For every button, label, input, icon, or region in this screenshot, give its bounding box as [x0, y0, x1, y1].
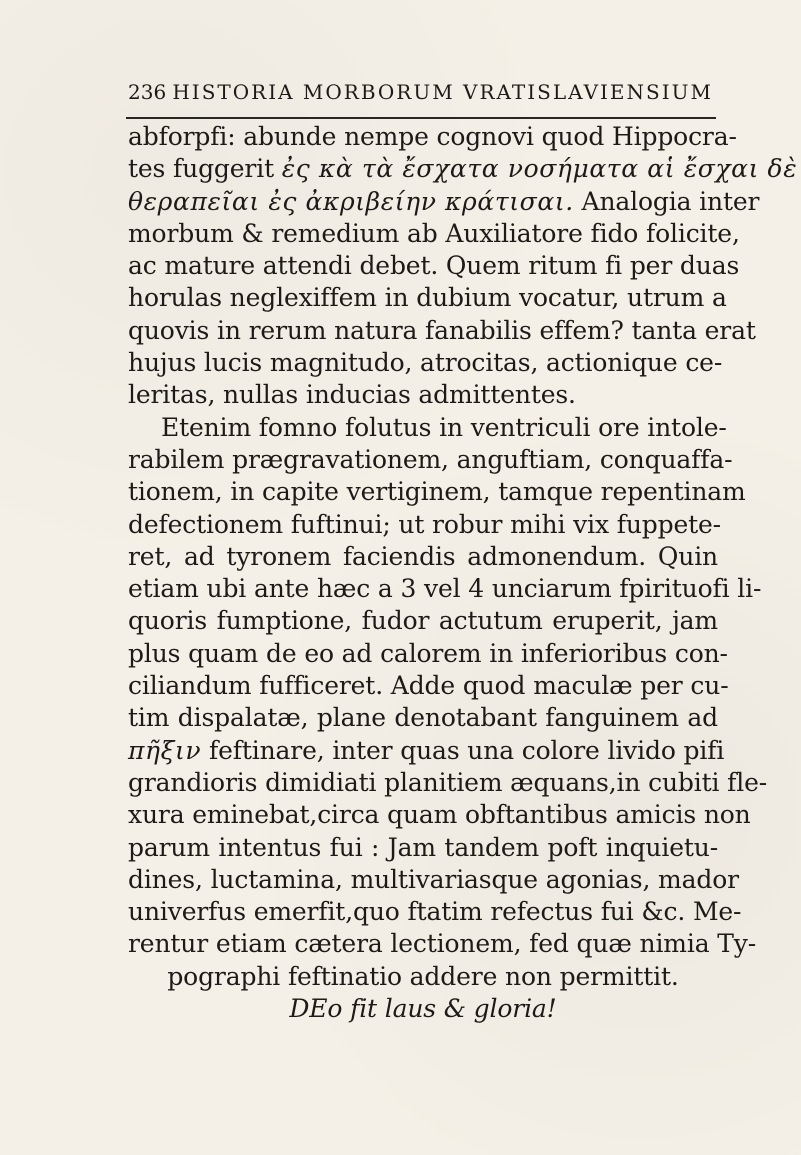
text-line: [128, 735, 725, 767]
text-line: tionem, in capite vertiginem, tamque repentinam: [128, 477, 746, 507]
text-line: plus quam de eo ad calorem in inferioribus con-: [128, 638, 728, 668]
text-line: [128, 153, 798, 185]
text-line: dines, luctamina, multivariasque agonias, mador: [128, 864, 739, 894]
text-line: univerfus emerfit,quo ftatim refectus fui &c. Me-: [128, 897, 742, 927]
header-rule: [126, 117, 716, 119]
text-line: rabilem prægravationem, anguftiam, conquaffa-: [128, 444, 733, 474]
text-line: xura eminebat,circa quam obftantibus amicis non: [128, 800, 751, 830]
text-line: hujus lucis magnitudo, atrocitas, actionique ce-: [128, 348, 723, 378]
text-line: horulas neglexiffem in dubium vocatur, utrum a: [128, 283, 727, 313]
text-line: quoris fumptione, fudor actutum eruperit, jam: [128, 606, 718, 636]
text-line: morbum & remedium ab Auxiliatore fido folicite,: [128, 218, 740, 248]
text-line: abforpfi: abunde nempe cognovi quod Hippocra-: [128, 122, 737, 151]
text-segment: Analogia inter: [573, 186, 760, 216]
greek-quotation: ἐς κὰ τὰ ἔσχατα νοσήματα αἱ ἔσχαι δὲ: [281, 154, 798, 184]
text-segment: feftinare, inter quas una colore livido pifi: [201, 735, 725, 765]
text-line: rentur etiam cætera lectionem, fed quæ nimia Ty-: [128, 929, 757, 959]
greek-quotation: θεραπεῖαι ἐς ἀκριβείην κράτισαι.: [128, 186, 574, 216]
paragraph-start-line: Etenim fomno folutus in ventriculi ore intole-: [161, 412, 727, 442]
text-line: tim dispalatæ, plane denotabant fanguinem ad: [128, 703, 718, 733]
text-line: pographi feftinatio addere non permittit.: [167, 961, 679, 991]
text-line: [128, 186, 760, 218]
body-text: [128, 121, 798, 1025]
text-segment: tes fuggerit: [128, 154, 282, 184]
page-header: [128, 74, 718, 110]
text-line: ciliandum fufficeret. Adde quod maculæ per cu-: [128, 671, 729, 701]
running-head: HISTORIA MORBORUM VRATISLAVIENSIUM: [172, 80, 713, 104]
text-line: defectionem fuftinui; ut robur mihi vix fuppete-: [128, 509, 721, 539]
text-line: quovis in rerum natura fanabilis effem? tanta erat: [128, 315, 756, 345]
greek-word: πῆξιν: [128, 735, 202, 765]
closing-doxology: DEo fit laus & gloria!: [289, 994, 557, 1024]
text-line: ret, ad tyronem faciendis admonendum. Quin: [128, 541, 718, 571]
text-line: etiam ubi ante hæc a 3 vel 4 unciarum fpirituofi li-: [128, 574, 762, 604]
text-line: leritas, nullas inducias admittentes.: [128, 380, 576, 410]
text-line: grandioris dimidiati planitiem æquans,in cubiti fle-: [128, 767, 768, 797]
text-line: ac mature attendi debet. Quem ritum fi per duas: [128, 251, 740, 281]
page-number: 236: [128, 80, 167, 104]
text-line: parum intentus fui : Jam tandem poft inquietu-: [128, 832, 718, 862]
